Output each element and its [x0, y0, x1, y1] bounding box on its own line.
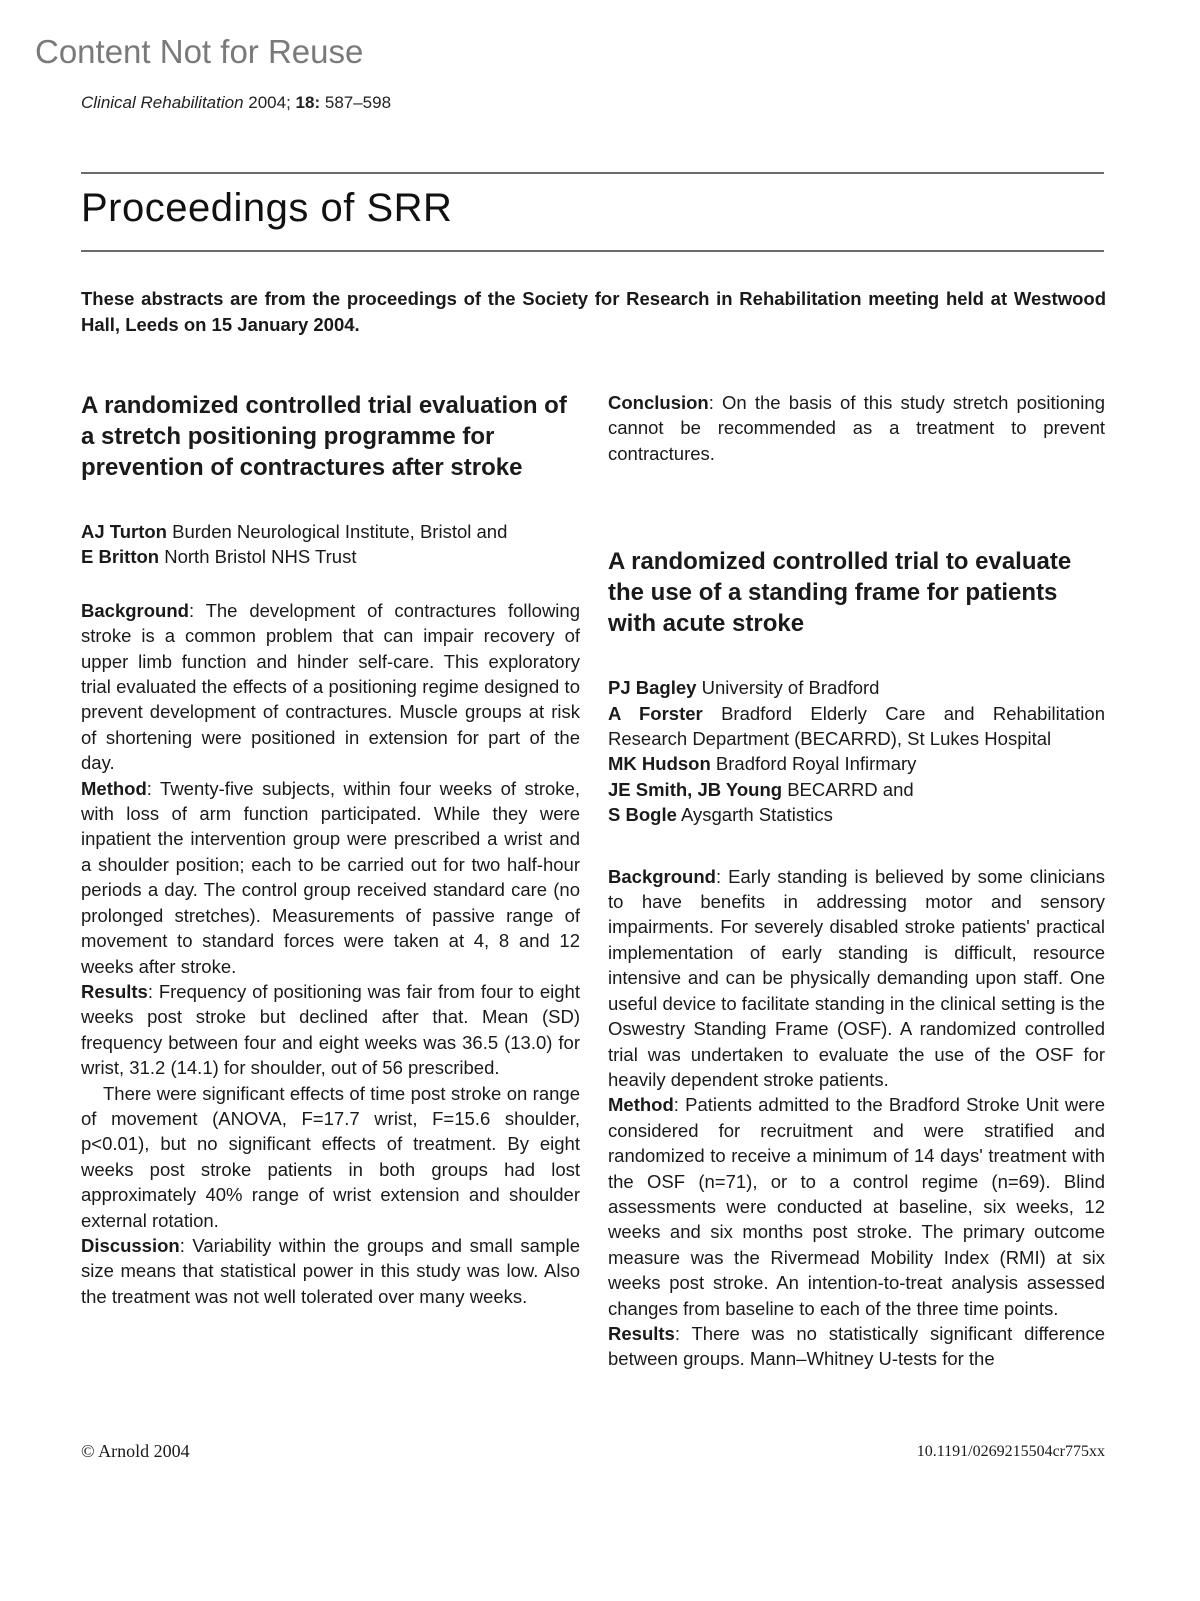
- article2-authors: [608, 675, 1105, 827]
- journal-pages: 587–598: [324, 93, 392, 112]
- section-title: Proceedings of SRR: [81, 186, 453, 230]
- article2-results: Results: There was no statistically significant difference between groups. Mann–Whitney U-tests for the: [608, 1322, 1105, 1370]
- article2-background: Background: Early standing is believed by some clinicians to have benefits in addressing motor and sensory impairments. For severely disabled stroke patients' practical implementation of early standing is difficult, resource intensive and can be physically demanding upon staff. One useful device to facilitate standing in the clinical setting is the Oswestry Standing Frame (OSF). A randomized controlled trial was undertaken to evaluate the use of the OSF for heavily dependent stroke patients.: [608, 865, 1105, 1090]
- article2-title: A randomized controlled trial to evaluate the use of a standing frame for patients with acute stroke: [608, 548, 1072, 638]
- author-line: MK Hudson Bradford Royal Infirmary: [608, 753, 917, 775]
- article1-authors: [81, 519, 580, 570]
- intro-statement: These abstracts are from the proceedings of the Society for Research in Rehabilitation meeting held at Westwood Hall, Leeds on 15 January 2004.: [81, 288, 1106, 335]
- article1-title: A randomized controlled trial evaluation of a stretch positioning programme for prevention of contractures after stroke: [81, 392, 567, 481]
- title-divider: [81, 250, 1104, 252]
- copyright: © Arnold 2004: [81, 1441, 190, 1461]
- left-column: [81, 390, 580, 1309]
- article1-results: Results: Frequency of positioning was fair from four to eight weeks post stroke but declined after that. Mean (SD) frequency between four and eight weeks was 36.5 (13.0) for wrist, 31.2 (14.1) for shoulder, out of 56 prescribed.: [81, 980, 580, 1079]
- author-line: PJ Bagley University of Bradford: [608, 677, 880, 699]
- author-line: E Britton North Bristol NHS Trust: [81, 546, 357, 568]
- article1-method: Method: Twenty-five subjects, within four weeks of stroke, with loss of arm function participated. While they were inpatient the intervention group were prescribed a wrist and a shoulder position; each to be carried out for two half-hour periods a day. The control group received standard care (no prolonged stretches). Measurements of passive range of movement to standard forces were taken at 4, 8 and 12 weeks after stroke.: [81, 777, 580, 977]
- article1-conclusion: Conclusion: On the basis of this study stretch positioning cannot be recommended as a treatment to prevent contractures.: [608, 392, 1105, 464]
- author-line: S Bogle Aysgarth Statistics: [608, 804, 833, 826]
- journal-citation: [81, 93, 391, 113]
- article2-method: Method: Patients admitted to the Bradford Stroke Unit were considered for recruitment and were stratified and randomized to receive a minimum of 14 days' treatment with the OSF (n=71), or to a control regime (n=69). Blind assessments were conducted at baseline, six weeks, 12 weeks and six months post stroke. The primary outcome measure was the Rivermead Mobility Index (RMI) at six weeks post stroke. An intention-to-treat analysis assessed changes from baseline to each of the three time points.: [608, 1094, 1105, 1319]
- article1-discussion: Discussion: Variability within the groups and small sample size means that statistical power in this study was low. Also the treatment was not well tolerated over many weeks.: [81, 1234, 580, 1307]
- author-line: AJ Turton Burden Neurological Institute, Bristol and: [81, 521, 508, 542]
- journal-name: Clinical Rehabilitation: [81, 93, 244, 112]
- author-line: JE Smith, JB Young BECARRD and: [608, 778, 914, 800]
- journal-volume: 18:: [295, 93, 321, 112]
- article1-background: Background: The development of contractures following stroke is a common problem that can impair recovery of upper limb function and hinder self-care. This exploratory trial evaluated the effects of a positioning regime designed to prevent development of contractures. Muscle groups at risk of shortening were positioned in extension for part of the day.: [81, 599, 580, 774]
- right-column: [608, 390, 1105, 1372]
- top-divider: [81, 172, 1104, 174]
- journal-year: 2004;: [248, 93, 291, 112]
- doi: 10.1191/0269215504cr775xx: [916, 1443, 1105, 1460]
- watermark: Content Not for Reuse: [35, 33, 364, 70]
- article1-results-continued: There were significant effects of time post stroke on range of movement (ANOVA, F=17.7 wrist, F=15.6 shoulder, p<0.01), but no significant effects of treatment. By eight weeks post stroke patients in both groups had lost approximately 40% range of wrist extension and shoulder external rotation.: [81, 1082, 580, 1231]
- author-line: A Forster Bradford Elderly Care and Rehabilitation Research Department (BECARRD), St Lukes Hospital: [608, 702, 1105, 750]
